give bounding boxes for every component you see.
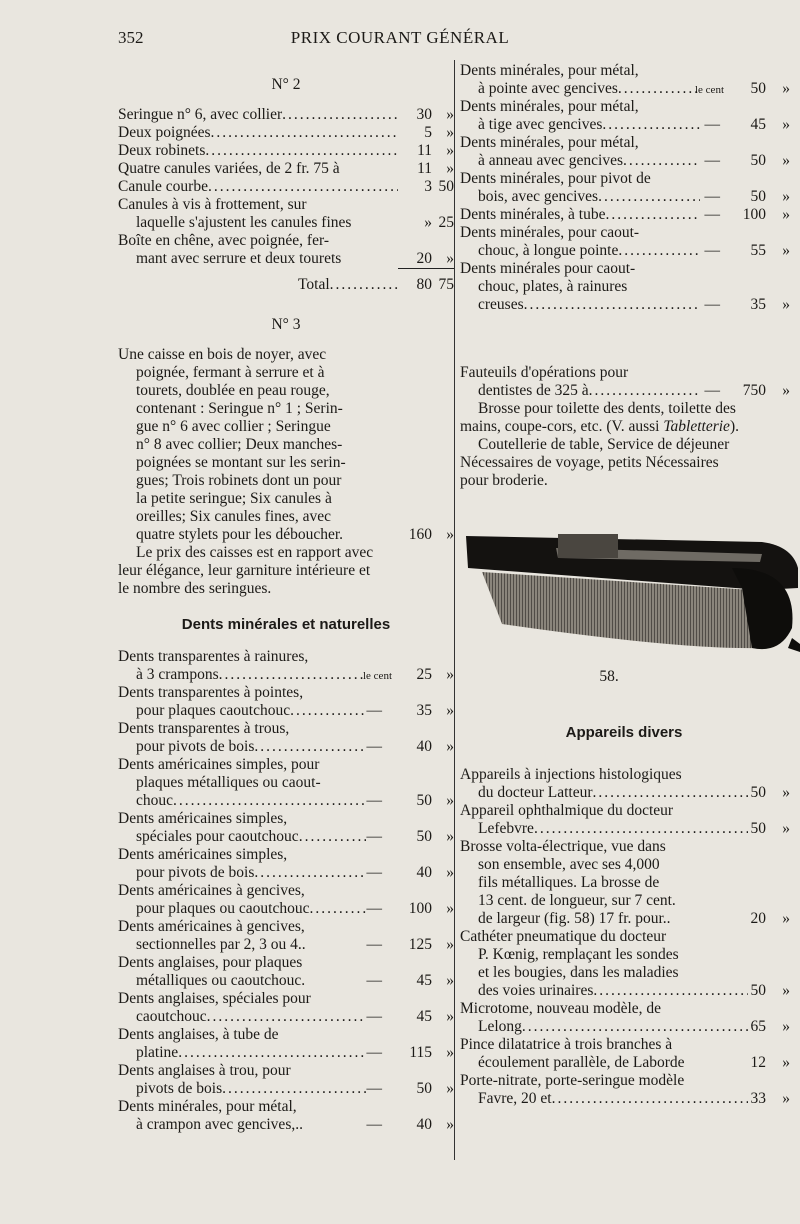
price-cents: »: [446, 828, 454, 845]
item-label: Pince dilatatrice à trois branches à: [460, 1036, 673, 1053]
price-francs: 50: [416, 828, 432, 845]
price-francs: 3: [424, 178, 432, 195]
section-heading-n2: N° 2: [271, 76, 301, 93]
price-cents: »: [782, 910, 790, 927]
paragraph-line: gues; Trois robinets dont un pour: [136, 472, 342, 489]
price-francs: 25: [416, 666, 432, 683]
item-label: chouc: [136, 792, 174, 809]
paragraph-line: poignées se montant sur les serin-: [136, 454, 346, 471]
price-cents: »: [782, 1018, 790, 1035]
price-cents: »: [446, 1080, 454, 1097]
item-label: pour plaques caoutchouc: [136, 702, 291, 719]
item-label: de largeur (fig. 58) 17 fr. pour..: [478, 910, 671, 927]
price-francs: 750: [742, 382, 766, 399]
item-label: Dents américaines à gencives,: [118, 882, 305, 899]
item-label: pivots de bois: [136, 1080, 223, 1097]
ditto-mark: —: [366, 738, 382, 755]
price-francs: 50: [750, 820, 766, 837]
price-cents: »: [446, 702, 454, 719]
price-cents: »: [782, 296, 790, 313]
ditto-mark: —: [704, 382, 720, 399]
price-cents: »: [446, 666, 454, 683]
item-label: Brosse volta-électrique, vue dans: [460, 838, 666, 855]
price-cents: »: [446, 900, 454, 917]
item-label: à tige avec gencives: [478, 116, 603, 133]
price-cents: »: [446, 972, 454, 989]
item-label: des voies urinaires: [478, 982, 594, 999]
price-cents: »: [446, 526, 454, 543]
total-label: Total: [298, 276, 330, 293]
price-cents: »: [782, 152, 790, 169]
item-label: fils métalliques. La brosse de: [478, 874, 660, 891]
paragraph-line: Une caisse en bois de noyer, avec: [118, 346, 327, 363]
ditto-mark: —: [366, 1008, 382, 1025]
page-number: 352: [118, 28, 144, 47]
price-cents: 50: [438, 178, 454, 195]
item-label: écoulement parallèle, de Laborde: [478, 1054, 685, 1071]
item-label: Deux poignées: [118, 124, 211, 141]
item-label: chouc, plates, à rainures: [478, 278, 628, 295]
ditto-mark: —: [366, 828, 382, 845]
item-label: Dents minérales, pour métal,: [460, 98, 639, 115]
price-francs: 33: [750, 1090, 766, 1107]
item-label: Dents minérales, pour métal,: [460, 62, 639, 79]
item-label: Dents minérales, à tube: [460, 206, 606, 223]
item-label: Fauteuils d'opérations pour: [460, 364, 629, 381]
price-cents: »: [782, 1054, 790, 1071]
ditto-mark: —: [704, 206, 720, 223]
running-title: PRIX COURANT GÉNÉRAL: [290, 28, 510, 47]
price-cents: »: [446, 936, 454, 953]
item-label: du docteur Latteur: [478, 784, 593, 801]
ditto-mark: —: [704, 242, 720, 259]
price-francs: 115: [409, 1044, 432, 1061]
item-label: Dents anglaises, spéciales pour: [118, 990, 311, 1007]
page-header: [0, 28, 800, 54]
ditto-mark: —: [366, 864, 382, 881]
cross-reference: Tabletterie: [663, 418, 730, 435]
price-francs: 12: [750, 1054, 766, 1071]
item-label: chouc, à longue pointe: [478, 242, 619, 259]
item-label: Dents anglaises à trou, pour: [118, 1062, 291, 1079]
price-cents: 25: [438, 214, 454, 231]
price-francs: 160: [408, 526, 432, 543]
paragraph-line: le nombre des seringues.: [118, 580, 272, 597]
item-label: Boîte en chêne, avec poignée, fer-: [118, 232, 329, 249]
price-cents: »: [446, 1044, 454, 1061]
price-francs: 11: [417, 142, 432, 159]
price-cents: »: [446, 160, 454, 177]
total-rule: [398, 268, 454, 269]
paragraph-text: mains, coupe-cors, etc. (V. aussi: [460, 418, 664, 435]
paragraph-line: tourets, doublée en peau rouge,: [136, 382, 330, 399]
price-cents: »: [446, 124, 454, 141]
ditto-mark: —: [366, 1044, 382, 1061]
ditto-mark: —: [366, 1080, 382, 1097]
item-label: Appareils à injections histologiques: [460, 766, 682, 783]
section-heading-dents: Dents minérales et naturelles: [181, 616, 391, 633]
paragraph-line: Brosse pour toilette des dents, toilette des: [478, 400, 736, 417]
item-label: Dents américaines à gencives,: [118, 918, 305, 935]
item-label: Porte-nitrate, porte-seringue modèle: [460, 1072, 685, 1089]
ditto-mark: —: [366, 972, 382, 989]
ditto-mark: —: [704, 188, 720, 205]
total-francs: 80: [416, 276, 432, 293]
item-label: Lefebvre: [478, 820, 534, 837]
item-label: Lelong: [478, 1018, 522, 1035]
paragraph-line: Coutellerie de table, Service de déjeuner: [478, 436, 730, 453]
item-label: Favre, 20 et: [478, 1090, 552, 1107]
price-cents: »: [446, 250, 454, 267]
item-label: à crampon avec gencives,..: [136, 1116, 303, 1133]
paragraph-line: [460, 418, 792, 436]
paragraph-line: quatre stylets pour les déboucher.: [136, 526, 344, 543]
price-francs: 35: [416, 702, 432, 719]
price-francs: 50: [750, 152, 766, 169]
item-label: Dents américaines simples,: [118, 810, 288, 827]
price-francs: 40: [416, 738, 432, 755]
item-label: Dents transparentes à rainures,: [118, 648, 309, 665]
item-label: Dents minérales, pour métal,: [460, 134, 639, 151]
paragraph-line: pour broderie.: [460, 472, 548, 489]
item-label: son ensemble, avec ses 4,000: [478, 856, 660, 873]
price-cents: »: [446, 106, 454, 123]
item-label: pour pivots de bois: [136, 738, 255, 755]
price-francs: 50: [416, 792, 432, 809]
item-label: Microtome, nouveau modèle, de: [460, 1000, 662, 1017]
price-francs: 45: [416, 972, 432, 989]
price-francs: 50: [416, 1080, 432, 1097]
price-cents: »: [782, 242, 790, 259]
ditto-mark: —: [704, 296, 720, 313]
price-francs: 40: [416, 864, 432, 881]
item-label: à anneau avec gencives: [478, 152, 624, 169]
price-cents: »: [446, 792, 454, 809]
item-label: Dents transparentes à trous,: [118, 720, 290, 737]
item-label: Dents anglaises, pour plaques: [118, 954, 303, 971]
item-label: Quatre canules variées, de 2 fr. 75 à: [118, 160, 340, 177]
item-label: sectionnelles par 2, 3 ou 4..: [136, 936, 306, 953]
price-francs: 11: [417, 160, 432, 177]
item-label: platine: [136, 1044, 179, 1061]
item-label: mant avec serrure et deux tourets: [136, 250, 342, 267]
item-label: Dents transparentes à pointes,: [118, 684, 304, 701]
ditto-mark: —: [366, 936, 382, 953]
item-label: Dents américaines simples, pour: [118, 756, 320, 773]
item-label: plaques métalliques ou caout-: [136, 774, 321, 791]
item-label: métalliques ou caoutchouc.: [136, 972, 306, 989]
price-francs: 35: [750, 296, 766, 313]
ditto-mark: —: [704, 116, 720, 133]
item-label: Dents américaines simples,: [118, 846, 288, 863]
price-francs: 50: [750, 188, 766, 205]
item-label: Deux robinets: [118, 142, 206, 159]
item-label: Dents minérales, pour pivot de: [460, 170, 651, 187]
paragraph-line: la petite seringue; Six canules à: [136, 490, 332, 507]
item-label: Canules à vis à frottement, sur: [118, 196, 307, 213]
price-cents: »: [446, 864, 454, 881]
paragraph-line: n° 8 avec collier; Deux manches-: [136, 436, 343, 453]
ditto-mark: —: [366, 792, 382, 809]
price-francs: 5: [424, 124, 432, 141]
price-cents: »: [782, 188, 790, 205]
price-francs: 65: [750, 1018, 766, 1035]
item-label: Dents minérales, pour métal,: [118, 1098, 297, 1115]
price-cents: »: [782, 206, 790, 223]
price-cents: »: [782, 820, 790, 837]
paragraph-line: oreilles; Six canules fines, avec: [136, 508, 331, 525]
item-label: dentistes de 325 à: [478, 382, 589, 399]
item-label: pour plaques ou caoutchouc: [136, 900, 310, 917]
price-cents: »: [446, 142, 454, 159]
ditto-mark: —: [704, 152, 720, 169]
item-label: bois, avec gencives: [478, 188, 599, 205]
price-cents: »: [782, 1090, 790, 1107]
unit-label: le cent: [362, 670, 392, 682]
section-heading-appareils: Appareils divers: [565, 724, 683, 741]
price-francs: »: [424, 214, 432, 231]
item-label: pour pivots de bois: [136, 864, 255, 881]
item-label: creuses: [478, 296, 524, 313]
paragraph-line: gue n° 6 avec collier ; Seringue: [136, 418, 331, 435]
item-label: P. Kœnig, remplaçant les sondes: [478, 946, 679, 963]
figure-caption: 58.: [599, 668, 619, 685]
item-label: Canule courbe: [118, 178, 208, 195]
price-cents: »: [782, 382, 790, 399]
paragraph-line: Nécessaires de voyage, petits Nécessaires: [460, 454, 719, 471]
ditto-mark: —: [366, 900, 382, 917]
price-cents: »: [446, 1008, 454, 1025]
price-francs: 125: [408, 936, 432, 953]
item-label: Seringue n° 6, avec collier: [118, 106, 283, 123]
price-francs: 30: [416, 106, 432, 123]
price-cents: »: [782, 80, 790, 97]
price-cents: »: [782, 784, 790, 801]
price-cents: »: [446, 738, 454, 755]
total-cents: 75: [438, 276, 454, 293]
paragraph-line: contenant : Seringue n° 1 ; Serin-: [136, 400, 343, 417]
ditto-mark: —: [366, 702, 382, 719]
item-label: à pointe avec gencives: [478, 80, 618, 97]
paragraph-line: poignée, fermant à serrure et à: [136, 364, 325, 381]
item-label: Dents anglaises, à tube de: [118, 1026, 279, 1043]
paragraph-line: Le prix des caisses est en rapport avec: [136, 544, 374, 561]
brush-illustration: [462, 528, 800, 664]
price-francs: 45: [750, 116, 766, 133]
column-divider: [454, 60, 455, 1160]
item-label: 13 cent. de longueur, sur 7 cent.: [478, 892, 676, 909]
section-heading-n3: N° 3: [271, 316, 301, 333]
item-label: Dents minérales pour caout-: [460, 260, 636, 277]
price-line: [118, 106, 454, 124]
price-francs: 50: [750, 784, 766, 801]
item-label: caoutchouc: [136, 1008, 207, 1025]
price-francs: 50: [750, 80, 766, 97]
paragraph-line: leur élégance, leur garniture intérieure et: [118, 562, 371, 579]
item-label: laquelle s'ajustent les canules fines: [136, 214, 352, 231]
price-francs: 100: [408, 900, 432, 917]
item-label: spéciales pour caoutchouc: [136, 828, 299, 845]
item-label: Dents minérales, pour caout-: [460, 224, 640, 241]
price-francs: 45: [416, 1008, 432, 1025]
paragraph-text: ).: [729, 418, 739, 435]
item-label: Appareil ophthalmique du docteur: [460, 802, 674, 819]
item-label: Cathéter pneumatique du docteur: [460, 928, 667, 945]
price-francs: 55: [750, 242, 766, 259]
price-cents: »: [446, 1116, 454, 1133]
item-label: à 3 crampons: [136, 666, 219, 683]
price-francs: 20: [750, 910, 766, 927]
price-francs: 50: [750, 982, 766, 999]
unit-label: le cent: [694, 84, 724, 96]
item-label: et les bougies, dans les maladies: [478, 964, 679, 981]
price-cents: »: [782, 982, 790, 999]
price-francs: 40: [416, 1116, 432, 1133]
ditto-mark: —: [366, 1116, 382, 1133]
price-cents: »: [782, 116, 790, 133]
price-francs: 100: [742, 206, 766, 223]
price-francs: 20: [416, 250, 432, 267]
